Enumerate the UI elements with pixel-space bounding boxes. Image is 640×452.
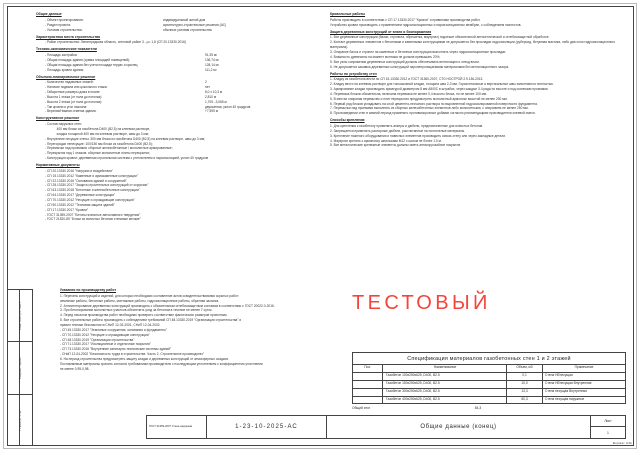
total-label: Общий итог — [352, 406, 371, 411]
stamp-cell-3-label: Н.контр. Утв. — [18, 409, 22, 431]
specification-block — [352, 352, 626, 410]
cell-name: Газобетон 100x250x625, D400, В2.5 — [383, 372, 507, 380]
structural-line: - Перекрытия над 1 этажом: сборные монолитные плиты перекрытия; — [45, 151, 150, 156]
standard-line: - СП 28.13330.2017 "Защита строительных конструкций от коррозии" — [45, 183, 149, 188]
work-instruction-line: 1. Перечень конструкций и изделий, для которых необходимо составление актов освидетельствования скрытых работ: — [60, 293, 239, 298]
cell-pos — [353, 388, 383, 396]
general-row-value: индивидуальный жилой дом — [163, 17, 206, 22]
wall-works-line: 2. Кладку вести на клеевом растворе для тонкошовной кладки, толщина шва 2-3 мм. Горизонтальные и вертикальные швы заполняются полностью. — [330, 82, 554, 87]
structural-line: кладка толщиной 400 мм на клеевом растворе, швы до 3 мм; — [53, 131, 149, 136]
section-title-structural: Конструктивное решение — [36, 116, 80, 121]
layout-row-key: - Количество надземных этажей: — [45, 80, 94, 85]
work-instruction-line: - СП 73.13330.2016 "Внутренние санитарно-технические системы зданий" — [60, 347, 172, 352]
title-block-sheet-name: Общие данные (конец) — [327, 416, 591, 438]
tep-row-key: - Общая площадь здания (сумма площадей помещений): — [45, 57, 131, 62]
tep-row-key: - Общая площадь здания без учета площади террас и крылец: — [45, 62, 139, 67]
cell-volume: 10,0 — [507, 380, 543, 388]
standard-line: - СП 70.13330.2012 "Несущие и ограждающие конструкции" — [45, 197, 135, 202]
tep-row-key: - Площадь кровли здания: — [45, 67, 84, 72]
work-instruction-line: 5. Все строительные работы производить с соблюдением требований СП 48.13330.2019 "Организация строительства" и — [60, 318, 242, 323]
sheet-label: Лист — [591, 416, 625, 427]
title-block — [146, 415, 626, 439]
layout-row-key: - Верхняя/Нижняя отметка здания: — [45, 109, 97, 114]
tep-row-value: 111,2 м² — [205, 67, 217, 72]
cell-name: Газобетон 300x250x625, D400, В2.5 — [383, 388, 507, 396]
title-block-sheet-number-cell — [591, 416, 625, 438]
table-row — [353, 372, 626, 380]
section-title-layout: Объемно-планировочное решение — [36, 74, 96, 79]
cell-volume: 0,1 — [507, 372, 543, 380]
structural-line: - Перегородки ненесущие: 100/150 мм блоки из газобетона D400 (В2,5); — [45, 141, 153, 146]
general-row-key: - Раздел проекта: — [45, 22, 71, 27]
title-block-notes: ГОСТ 31359-2007 Стена наружная — [147, 416, 207, 438]
timber-line: 6. Не допускается зашивка деревянных конструкций паронепроницаемыми материалами без вентиляционного зазора. — [330, 64, 510, 69]
standard-line: - СП 17.13330.2017 "Кровли" — [45, 207, 89, 212]
cell-pos — [353, 380, 383, 388]
timber-line: 4. Влажность древесины на момент монтажа не должна превышать 20%. — [330, 54, 441, 59]
general-row-key: - Условия строительства: — [45, 27, 83, 32]
fastening-line: 2. Запрещается применять распорные дюбели, рассчитанные на полнотелые материалы. — [330, 128, 466, 133]
header-pos: Поз. — [353, 364, 383, 372]
work-instruction-line: правил техники безопасности СНиП 12-03-2001, СНиП 12-04-2002. — [60, 323, 161, 327]
format-note: Формат А3в — [612, 441, 632, 445]
timber-line: 1. Все деревянные конструкции (балки, стропила, обрешетка, мауэрлат) подлежат обязательной антисептической и огнебиозащитной обработке. — [330, 35, 550, 40]
header-name: Наименование — [383, 364, 507, 372]
wall-works-line: 3. Армирование кладки производить арматурой диаметром 8 мм А500С в штрабах, через каждые 3-4 ряда по высоте и под оконными проемами. — [330, 86, 549, 91]
timber-line: 5. Все узлы сопряжения деревянных конструкций должны обеспечивать вентиляцию и отвод влаги. — [330, 59, 480, 64]
table-header-row — [353, 364, 626, 372]
work-instruction-line: 2. Антисептирование деревянных конструкций производить с обязательным огнебиозащитным составом в соответствии с ГОСТ 20022.0-2016. — [60, 303, 275, 308]
roofing-line: Работы производить в соответствии с СП 17.13330.2017 "Кровли" и правилами производства работ. — [330, 17, 481, 22]
layout-row-value: 1,705...3,065 м — [205, 99, 227, 104]
fastening-line: 3. Крепление тяжелого оборудования и навесных элементов производить сквозь стену или через закладные детали. — [330, 133, 506, 138]
work-instruction-line: 3. При бетонировании монолитных участков обеспечить уход за бетоном в течение не менее 7 суток. — [60, 308, 213, 313]
tep-row-key: - Площадь застройки: — [45, 52, 78, 57]
general-row-value: архитектурно-строительные решения (АС) — [163, 22, 227, 27]
timber-line: 2. Контакт деревянных элементов с бетонными и каменными конструкциями не допускается без прокладки гидроизоляции (рубероид, битумная мастика, либо два слоя гидроизоляционного материала). — [330, 40, 616, 50]
timber-line: 3. Опирание балок и стропил на каменные и бетонные конструкции выполнять через гидроизоляционные прокладки. — [330, 49, 507, 54]
cell-note: Стена НЕнесущая — [543, 372, 626, 380]
tep-row-value: 91,35 м² — [205, 52, 218, 57]
layout-row-key: - Габаритные размеры дома в плане: — [45, 89, 101, 94]
general-notes-right-column — [330, 10, 626, 148]
work-instruction-line: - СНиП 12-04-2002 "Безопасность труда в строительстве. Часть 2. Строительное производство" — [60, 352, 205, 357]
layout-row-key: - Высота 1 этажа (от пола до потолка): — [45, 94, 103, 99]
stamp-cell-2 — [8, 342, 32, 395]
work-instruction-line: Поставляемые материалы хранить согласно требованиям производителя с последующим уплотнением с коэффициентом уплотнения — [60, 361, 263, 366]
cell-note: Стена несущая наружные — [543, 396, 626, 404]
specification-table — [352, 364, 626, 404]
layout-row-key: - Наличие подвала или цокольного этажа: — [45, 85, 108, 90]
section-title-general: Общие данные — [36, 12, 62, 17]
layout-row-value: нет — [205, 85, 210, 90]
wall-works-line: 4. Перевязка блоков обязательна, величина перевязки не менее 0,4 высоты блока, но не менее 100 мм. — [330, 91, 487, 96]
stamp-cell-1-label: Изм. Кол.уч. Лист — [18, 301, 22, 330]
section-title-roofing: Кровельные работы — [330, 12, 366, 17]
standard-line: - СП 50.13330.2012 "Тепловая защита зданий" — [45, 202, 115, 207]
work-instruction-line: 4. Перед началом производства работ необходимо проверить соответствие фактических размеров проектным. — [60, 313, 228, 318]
wall-works-line: 8. При возведении стен в зимний период применять противоморозные добавки согласно рекомендациям производителя клеевой смеси. — [330, 111, 536, 116]
layout-row-value: +7,595 м — [205, 109, 218, 114]
header-volume: Объем, м3 — [507, 364, 543, 372]
standard-line: - ГОСТ 31359-2007 "Бетоны ячеистые автоклавного твердения" — [45, 212, 141, 217]
section-title-work-instructions: Указания по производству работ — [60, 288, 117, 293]
standard-line: - СП 64.13330.2017 "Деревянные конструкции" — [45, 193, 116, 198]
layout-row-value: 2,810 м — [205, 94, 217, 99]
section-title-tep: Технико-экономические показатели — [36, 47, 97, 52]
work-instructions-block — [60, 286, 304, 372]
site-line: - Район строительства: Ленинградская область, снеговой район 3 - μ= 1,8 (СП 20.13330.2016) — [45, 40, 186, 45]
fastening-line: 1. Для крепления к газобетону применять анкеры и дюбели, предназначенные для ячеистых бетонов. — [330, 123, 484, 128]
standard-line: - СП 20.13330.2016 "Нагрузки и воздействия" — [45, 168, 113, 173]
wall-works-line: 7. Перемычки над проемами выполнять из сборных железобетонных элементов либо монолитными, с опиранием не менее 250 мм. — [330, 106, 529, 111]
work-instruction-line: - СП 70.13330.2012 "Несущие и ограждающие конструкции" — [60, 332, 150, 337]
stamp-cell-1 — [8, 290, 32, 342]
work-instruction-line: - СП 48.13330.2019 "Организация строительства" — [60, 337, 135, 342]
fastening-line: 4. Мауэрлат крепить к армопоясу шпильками М12 с шагом не более 1,0 м. — [330, 138, 442, 143]
specification-title: Спецификация материалов газобетонных стен 1 и 2 этажей — [352, 352, 626, 364]
title-block-drawing-code: 1-23-10-2025-АС — [207, 416, 327, 438]
section-title-site: Характеристика места строительства — [36, 34, 101, 39]
work-instruction-line: - СП 45.13330.2017 "Земляные сооружения, основания и фундаменты" — [60, 327, 167, 332]
cell-note: Стена несущая Внутренняя — [543, 388, 626, 396]
general-row — [36, 28, 308, 33]
tep-row — [36, 68, 308, 73]
section-title-timber-protection: Защита деревянных конструкций от влаги и биопоражения — [330, 29, 432, 34]
standard-line: - СП 15.13330.2012 "Каменные и армокаменные конструкции" — [45, 173, 139, 178]
table-row — [353, 388, 626, 396]
table-row — [353, 396, 626, 404]
work-instruction-line: 6. На период строительства предусмотреть защиту кладки и деревянных конструкций от атмосферных осадков. — [60, 357, 229, 362]
section-title-standards: Нормативные документы — [36, 163, 80, 168]
cell-volume: 13,3 — [507, 388, 543, 396]
roofing-line: Устройство кровли производить с применением гидроизоляционных и пароизоляционных мембран, с соблюдением нахлестов. — [330, 22, 522, 27]
specification-total-row — [352, 404, 626, 410]
layout-row-key: - Тип кровли и угол наклона: — [45, 104, 88, 109]
table-row — [353, 380, 626, 388]
general-notes-left-column — [36, 10, 308, 222]
structural-line: - Внутренние несущие стены: 300 мм блоки из газобетона D400 (В2,5) на клеевом растворе, швы до 3 мм; — [45, 136, 205, 141]
wall-works-line: 6. Первый ряд блоков укладывать на слой цементно-песчаного раствора по выровненной гидроизолированной поверхности фундамента. — [330, 101, 538, 106]
layout-row-key: - Высота 2 этажа (от пола до потолка): — [45, 99, 103, 104]
layout-row-value: 8,0 х 10,3 м — [205, 89, 223, 94]
layout-row — [36, 109, 308, 114]
cell-pos — [353, 396, 383, 404]
test-watermark: ТЕСТОВЫЙ — [352, 292, 491, 314]
work-instruction-line: - СП 71.13330.2017 "Изоляционные и отделочные покрытия" — [60, 342, 151, 347]
stamp-cell-2-label: Разраб. Пров. — [18, 356, 22, 380]
layout-row-value: двускатная, уклон 40 градусов — [205, 104, 251, 109]
structural-line: - Перемычки над проемами: сборные железобетонные / монолитные армированные; — [45, 146, 173, 151]
general-row-key: - Объект проектирования: — [45, 17, 84, 22]
standard-line: - ГОСТ 21520-89 "Блоки из ячеистых бетонов стеновые мелкие" — [45, 217, 141, 222]
layout-row-value: 2 — [205, 80, 207, 85]
structural-line: 400 мм блоки из газобетона D400 (В2,5) на клеевом растворе, — [53, 126, 151, 131]
standard-line: - СП 63.13330.2018 "Бетонные и железобетонные конструкции" — [45, 188, 140, 193]
wall-works-line: 5. В местах опирания перемычек и плит перекрытия предусмотреть монолитный армопояс высотой не менее 200 мм. — [330, 96, 508, 101]
general-row-value: обычные условия строительства — [163, 27, 212, 32]
tep-row-value: 128,14 м² — [205, 62, 219, 67]
work-instruction-line: земляные работы, бетонные работы, монтажные работы, гидроизоляционные работы, обратная засыпка. — [60, 298, 220, 303]
cell-volume: 60,3 — [507, 396, 543, 404]
cell-note: Стена НЕнесущая Внутренняя — [543, 380, 626, 388]
cell-name: Газобетон 150x250x625, D400, В2.5 — [383, 380, 507, 388]
structural-line: - Состав наружных стен: — [45, 122, 82, 127]
section-title-wall-works: Работы по устройству стен — [330, 71, 377, 76]
tep-row-value: 136,74 м² — [205, 57, 219, 62]
cell-name: Газобетон 400x250x625, D400, В2.5 — [383, 396, 507, 404]
wall-works-line: 1. Кладку из газобетона вести по СП 15.13330.2012 и ГОСТ 31360-2007, СТО НОСТРОЙ 2.9.136-2013. — [330, 77, 484, 82]
standard-line: - СП 22.13330.2016 "Основания зданий и сооружений" — [45, 178, 127, 183]
stamp-cell-3 — [8, 395, 32, 445]
structural-line: - Конструкция кровли: деревянная стропильная система с утеплителем и пароизоляцией, уклон 40 градусов — [45, 156, 209, 161]
sheet-number: 1 — [607, 430, 609, 435]
left-stamp-column — [7, 289, 33, 446]
header-note: Примечание — [543, 364, 626, 372]
fastening-line: 5. Все металлические крепежные элементы должны иметь антикоррозийное покрытие. — [330, 143, 462, 148]
total-value: 84,3 — [474, 406, 482, 411]
section-title-fastening: Способы крепления — [330, 118, 365, 123]
cell-pos — [353, 372, 383, 380]
work-instruction-line: не менее 0,95-0,98. — [60, 366, 90, 371]
